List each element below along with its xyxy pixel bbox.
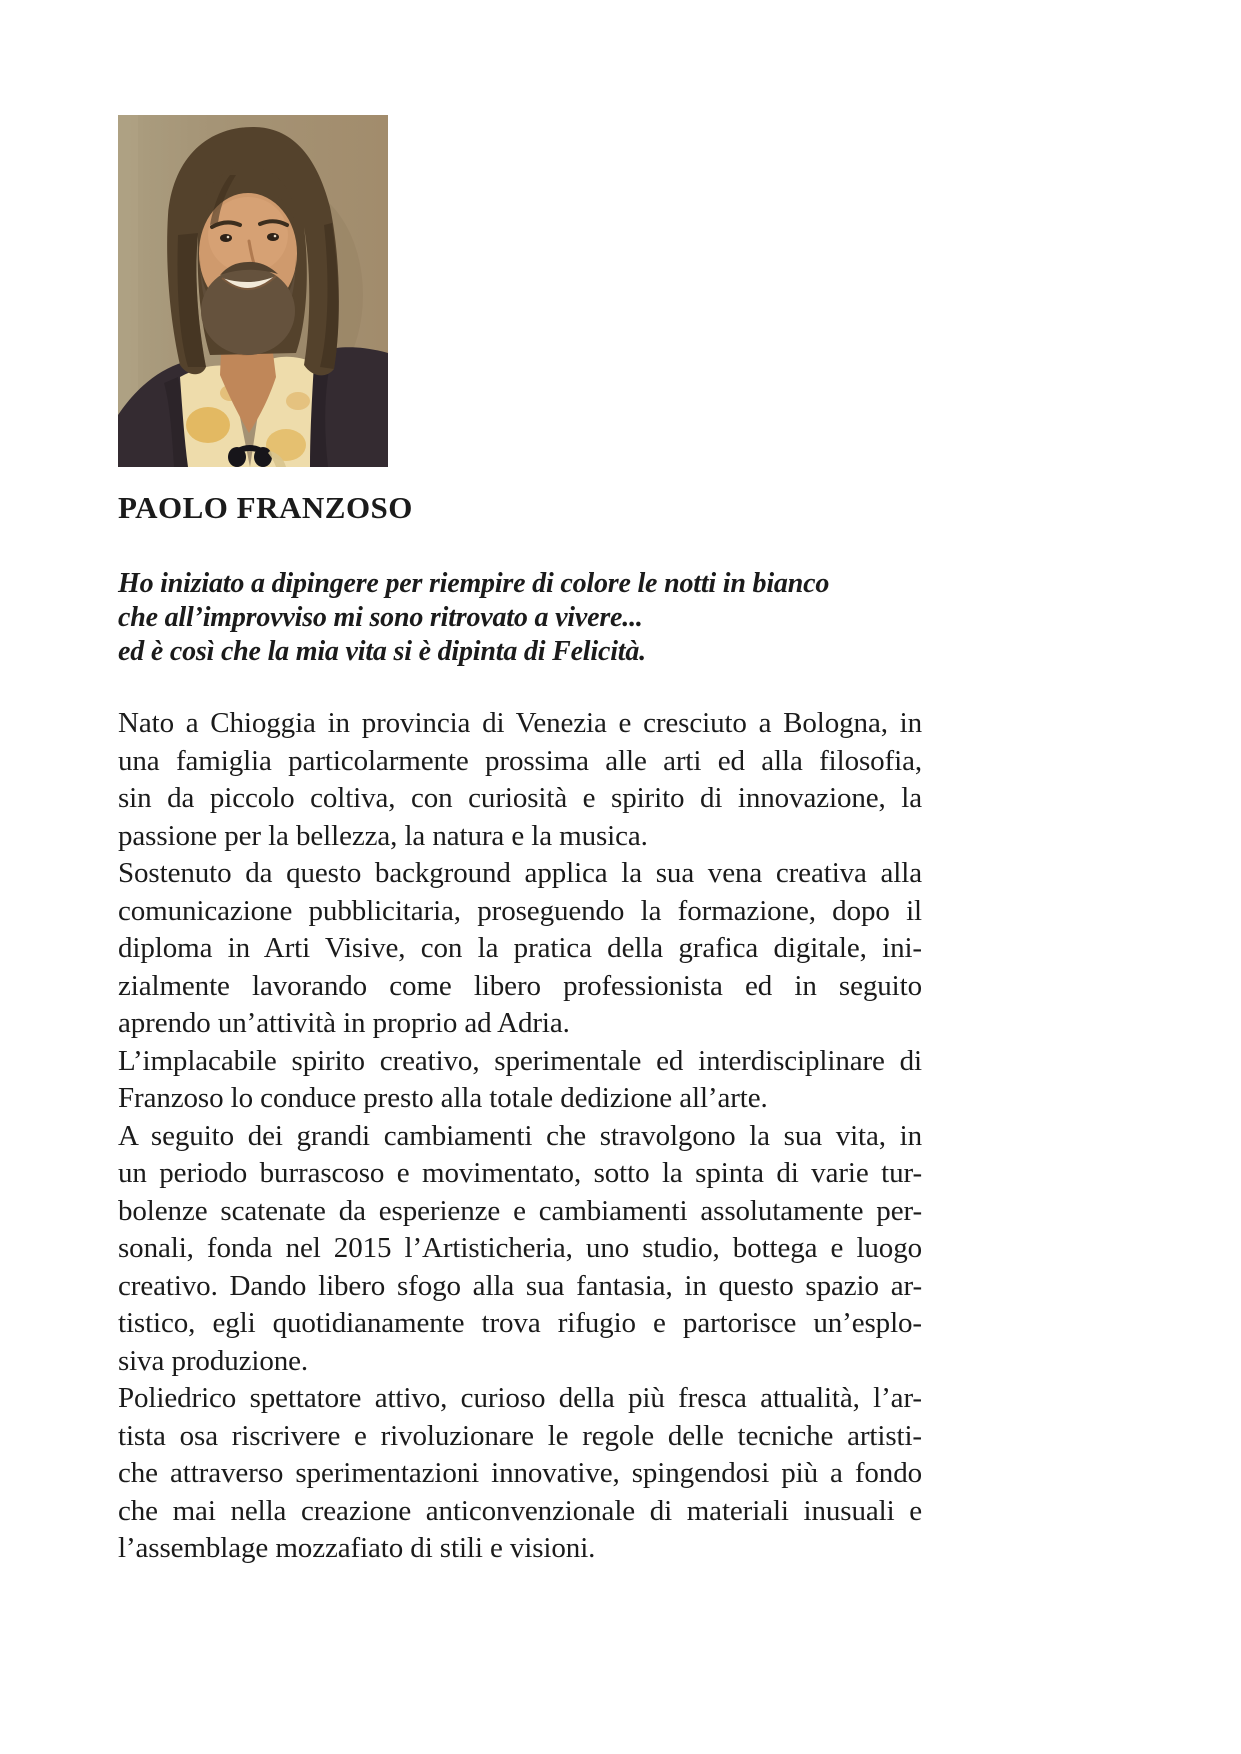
body-line: l’assemblage mozzafiato di stili e visioni.: [118, 1532, 596, 1564]
body-line: sin da piccolo coltiva, con curiosità e spirito di innovazione, la: [118, 782, 922, 814]
sunglasses-lens: [228, 447, 246, 467]
eye-right: [267, 233, 279, 241]
body-line: Poliedrico spettatore attivo, curioso della più fresca attualità, l’ar-: [118, 1382, 922, 1414]
portrait-photo: [118, 115, 388, 467]
page-title: PAOLO FRANZOSO: [118, 490, 413, 525]
eye-highlight: [274, 235, 277, 238]
body-line: passione per la bellezza, la natura e la musica.: [118, 819, 648, 852]
sunglasses-lens: [254, 447, 272, 467]
body-line: sonali, fonda nel 2015 l’Artisticheria, uno studio, bottega e luogo: [118, 1232, 922, 1264]
quote-line: che all’improvviso mi sono ritrovato a vivere...: [118, 602, 643, 633]
eye-left: [220, 234, 232, 242]
body-line: bolenze scatenate da esperienze e cambiamenti assolutamente per-: [118, 1194, 922, 1227]
quote-line: ed è così che la mia vita si è dipinta di Felicità.: [118, 636, 646, 667]
body-line: tista osa riscrivere e rivoluzionare le regole delle tecniche artisti-: [118, 1419, 922, 1452]
shirt-pattern: [286, 392, 310, 410]
bio-text: [118, 705, 922, 1568]
body-line: Franzoso lo conduce presto alla totale dedizione all’arte.: [118, 1082, 768, 1114]
body-line: L’implacabile spirito creativo, sperimentale ed interdisciplinare di: [118, 1044, 922, 1077]
body-line: una famiglia particolarmente prossima alle arti ed alla filosofia,: [118, 744, 922, 777]
quote-line: Ho iniziato a dipingere per riempire di colore le notti in bianco: [118, 568, 830, 599]
body-line: che mai nella creazione anticonvenzionale di materiali inusuali e: [118, 1494, 922, 1527]
portrait-illustration: [118, 115, 388, 467]
body-line: che attraverso sperimentazioni innovative, spingendosi più a fondo: [118, 1457, 922, 1489]
body-line: aprendo un’attività in proprio ad Adria.: [118, 1007, 570, 1039]
eye-highlight: [227, 236, 230, 239]
body-line: zialmente lavorando come libero professionista ed in seguito: [118, 969, 922, 1002]
body-line: tistico, egli quotidianamente trova rifugio e partorisce un’esplo-: [118, 1307, 922, 1339]
body-line: Nato a Chioggia in provincia di Venezia e cresciuto a Bologna, in: [118, 707, 922, 739]
beard-texture: [201, 267, 295, 355]
bio-quote: [118, 567, 948, 669]
body-line: siva produzione.: [118, 1344, 309, 1377]
body-line: Sostenuto da questo background applica la sua vena creativa alla: [118, 857, 922, 889]
body-line: comunicazione pubblicitaria, proseguendo la formazione, dopo il: [118, 894, 922, 927]
body-line: A seguito dei grandi cambiamenti che stravolgono la sua vita, in: [118, 1119, 922, 1152]
body-line: diploma in Arti Visive, con la pratica della grafica digitale, ini-: [118, 932, 922, 964]
body-line: un periodo burrascoso e movimentato, sotto la spinta di varie tur-: [118, 1157, 922, 1189]
shirt-pattern: [186, 407, 230, 443]
body-line: creativo. Dando libero sfogo alla sua fantasia, in questo spazio ar-: [118, 1269, 922, 1302]
